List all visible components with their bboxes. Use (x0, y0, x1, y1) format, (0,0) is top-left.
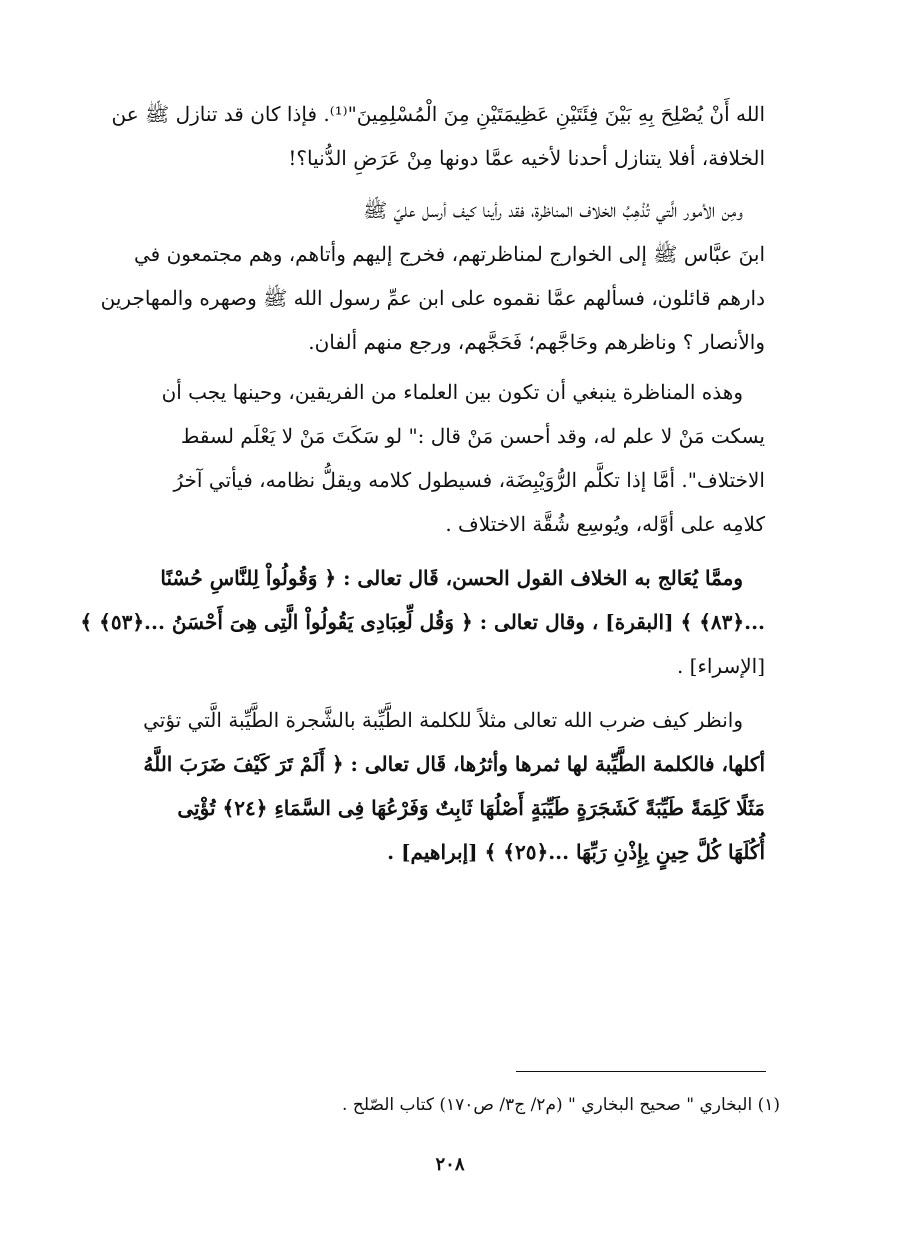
text-line-11: وممَّا يُعَالج به الخلاف القول الحسن، قَال تعالى : ﴿ وَقُولُواْ لِلنَّاسِ حُسْنًا (160, 566, 743, 590)
text-line-17: أُكُلَهَا كُلَّ حِينٍ بِإِذْنِ رَبِّهَا ...﴿٢٥﴾ ﴾ [إبراهيم] . (387, 840, 765, 864)
text-line-7: وهذه المناظرة ينبغي أن تكون بين العلماء من الفريقين، وحينها يجب أن (161, 380, 743, 404)
footnote-separator (516, 1071, 766, 1072)
text-line-4: ابنَ عبَّاس ﷺ إلى الخوارج لمناظرتهم، فخرج إليهم وأتاهم، وهم مجتمعون في (134, 242, 765, 266)
text-line-2: الخلافة، أفلا يتنازل أحدنا لأخيه عمَّا دونها مِنْ عَرَضِ الدُّنيا؟! (288, 146, 765, 170)
text-line-6: والأنصار ؟ وناظرهم وحَاجَّهم؛ فَحَجَّهم، ورجع منهم ألفان. (308, 330, 765, 354)
text-line-16: مَثَلًا كَلِمَةً طَيِّبَةً كَشَجَرَةٍ طَيِّبَةٍ أَصْلُهَا ثَابِتٌ وَفَرْعُهَا فِى السَّمَاءِ ﴿٢٤﴾ تُؤْتِى (177, 796, 765, 820)
text-line-13: [الإسراء] . (676, 654, 765, 678)
text-line-3: ومِن الأمور الَّتي تُذْهِبُ الخلاف المناظرة، فقد رأينا كيف أرسل عليّ ﷺ (363, 198, 743, 222)
text-line-9: الاختلاف". أمَّا إذا تكلَّم الرُّوَيْبِضَة، فسيطول كلامه ويقلُّ نظامه، فيأتي آخرُ (173, 468, 765, 492)
page-number: ٢٠٨ (435, 1154, 465, 1175)
text-line-15: أكلها، فالكلمة الطَّيِّبة لها ثمرها وأثرُها، قَال تعالى : ﴿ أَلَمْ تَرَ كَيْفَ ضَرَبَ اللَّهُ (143, 752, 765, 776)
footnote: (١) البخاري " صحيح البخاري " (م٢/ ج٣/ ص١٧٠) كتاب الصّلح . (342, 1095, 780, 1115)
page-body (80, 92, 765, 874)
text-line-8: يسكت مَنْ لا علم له، وقد أحسن مَنْ قال :" لو سَكَتَ مَنْ لا يَعْلَم لسقط (180, 424, 765, 448)
text-line-10: كلامِه على أوَّله، ويُوسِع شُقَّة الاختلاف . (445, 512, 765, 536)
text-line-1: الله أَنْ يُصْلِحَ بِهِ بَيْنَ فِئَتَيْنِ عَظِيمَتَيْنِ مِنَ الْمُسْلِمِينَ"⁽¹⁾. فإذا كان قد تنازل ﷺ عن (111, 102, 765, 126)
text-line-14: وانظر كيف ضرب الله تعالى مثلاً للكلمة الطَّيِّبة بالشَّجرة الطَّيِّبة الَّتي تؤتي (143, 708, 743, 732)
text-line-12: ...﴿٨٣﴾ ﴾ [البقرة] ، وقال تعالى : ﴿ وَقُل لِّعِبَادِى يَقُولُواْ الَّتِى هِىَ أَحْسَنُ ...﴿٥٣﴾ ﴾ (80, 610, 765, 634)
text-line-5: دارهم قائلون، فسألهم عمَّا نقموه على ابن عمِّ رسول الله ﷺ وصهره والمهاجرين (100, 286, 765, 310)
